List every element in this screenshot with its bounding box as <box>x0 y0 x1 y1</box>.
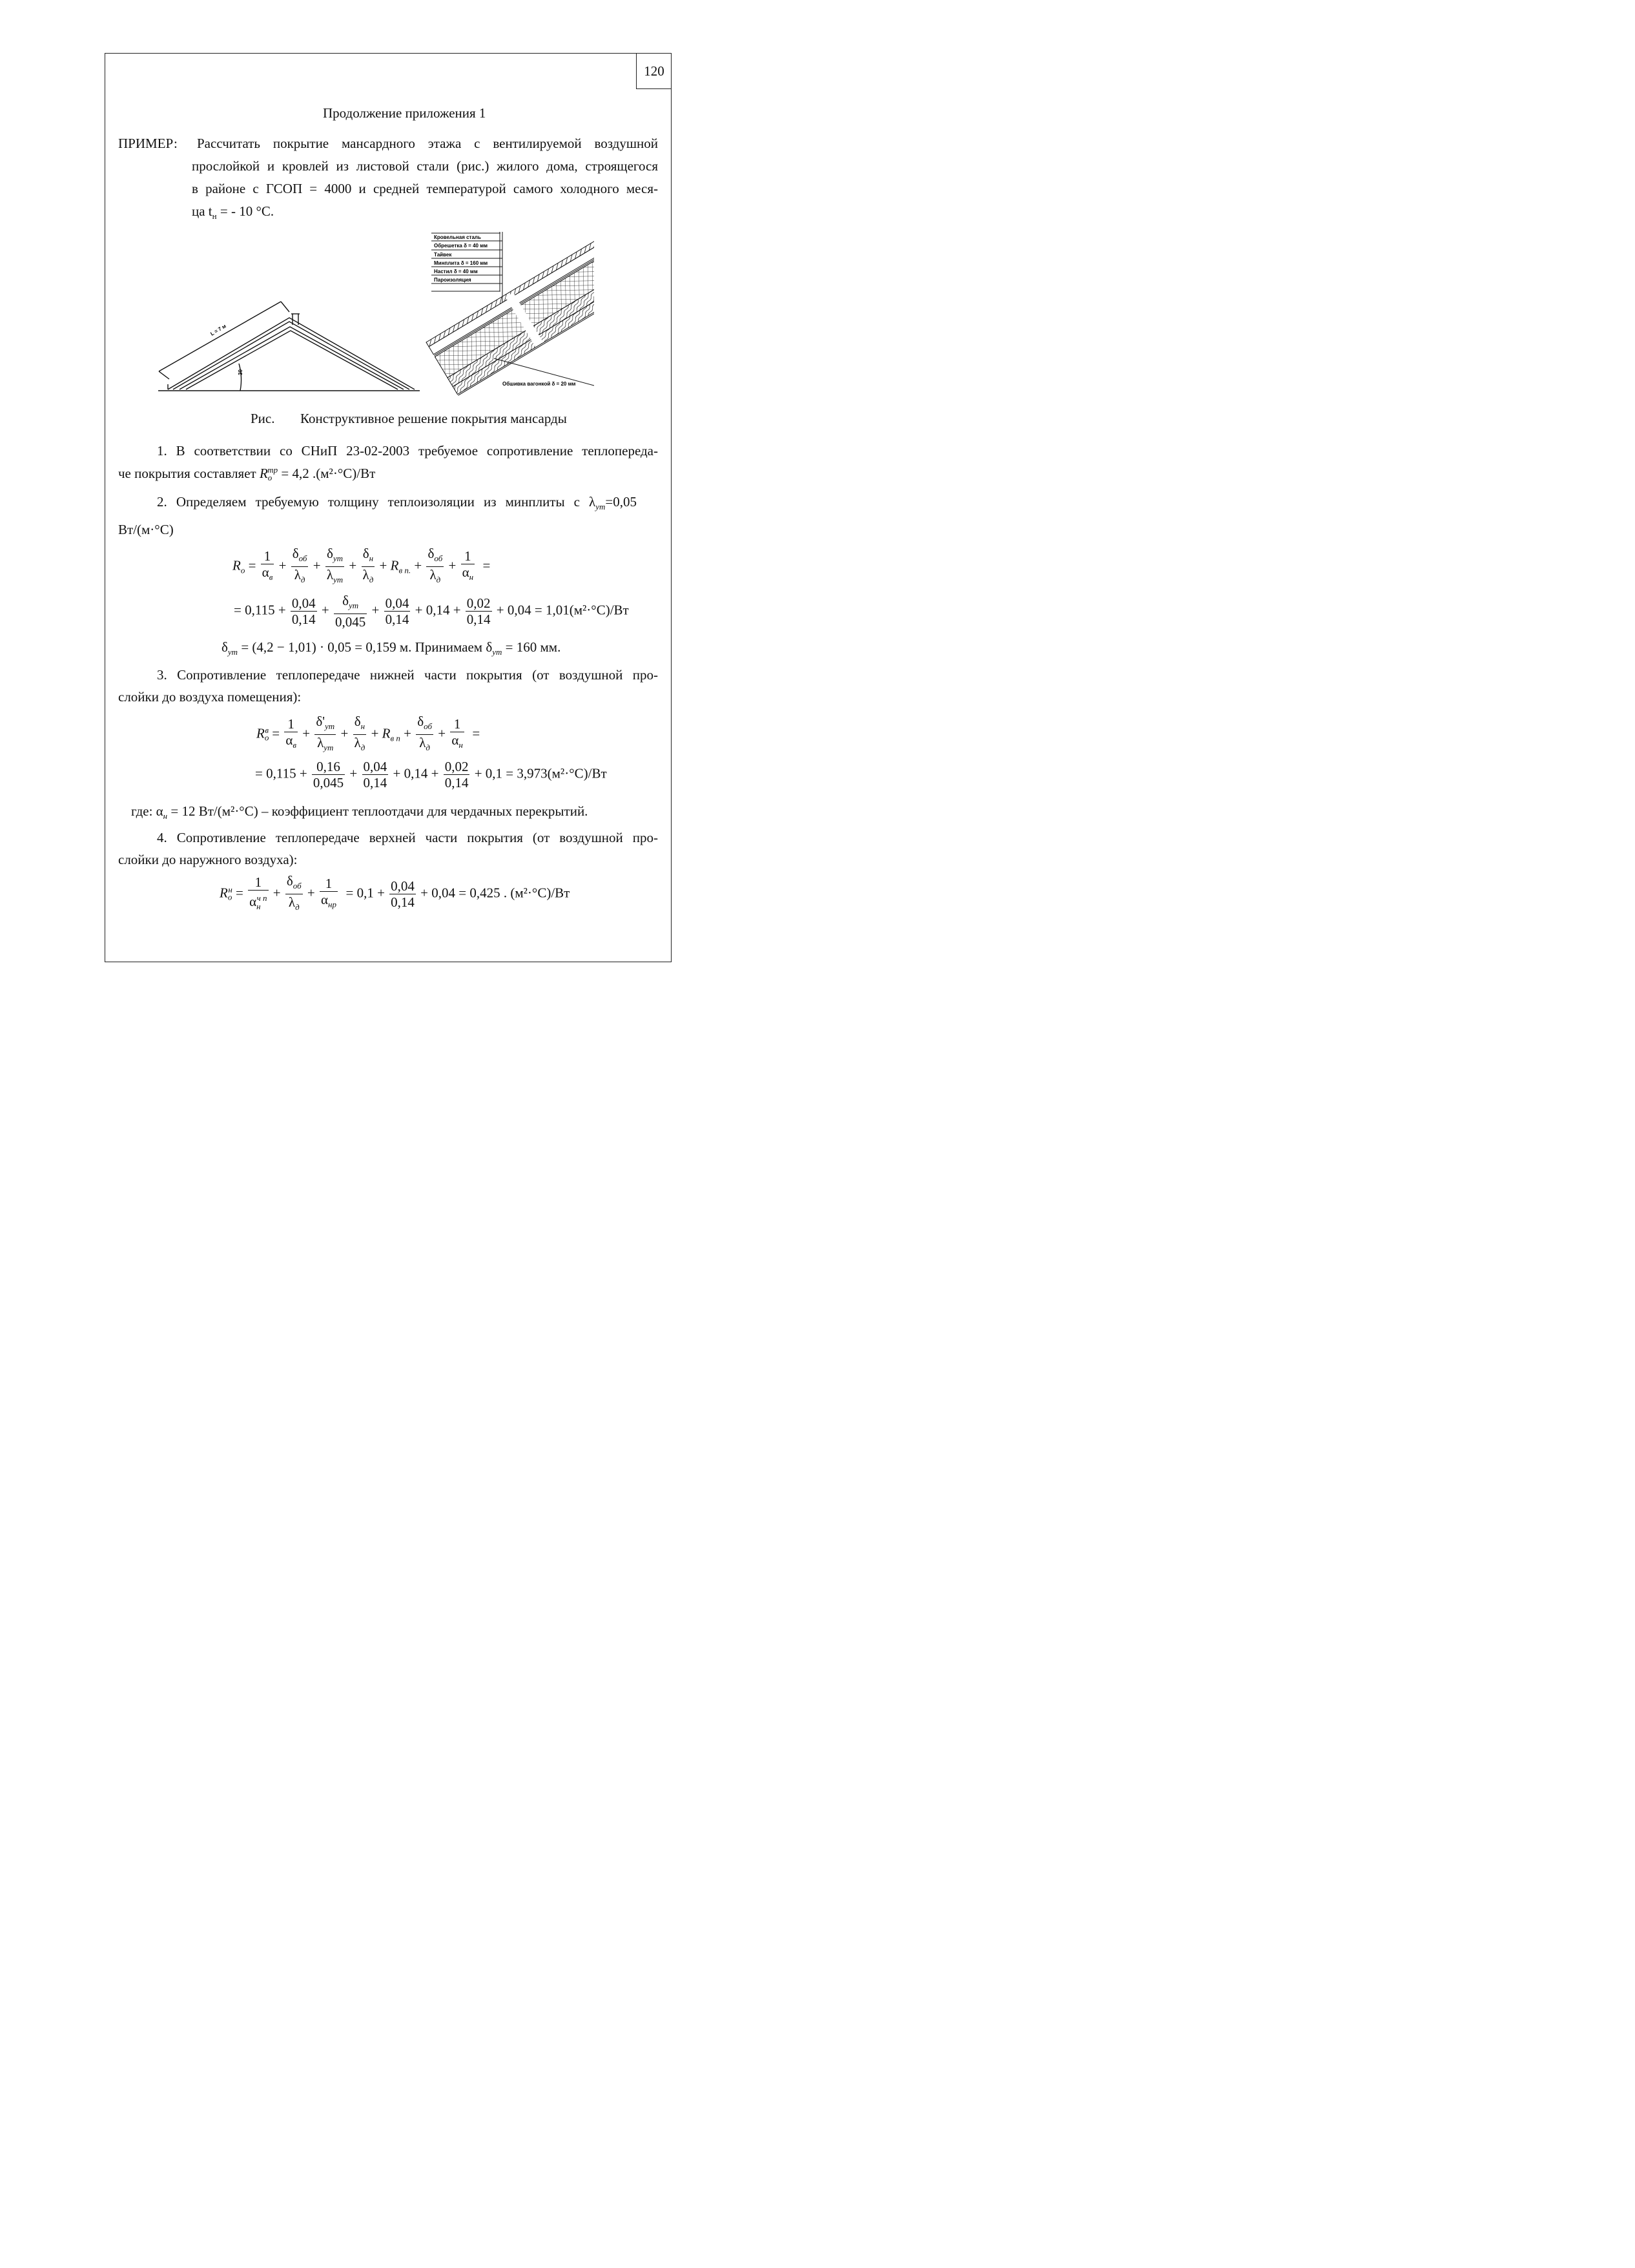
p1-line2: че покрытия составляет $R_o^{тр} = 4,2$ .(м²·°С)/Вт <box>118 465 376 482</box>
layer-label-2: Обрешетка δ = 40 мм <box>434 243 488 249</box>
example-line-1: Рассчитать покрытие мансардного этажа с вентилируемой воздушной <box>197 136 658 151</box>
example-line-2: прослойкой и кровлей из листовой стали (рис.) жилого дома, строящегося <box>192 158 658 174</box>
layer-label-6: Пароизоляция <box>434 277 471 283</box>
eq3-result: = 3,973(м²·°С)/Вт <box>506 765 607 781</box>
example-line-3: в районе с ГСОП = 4000 и средней температурой самого холодного меся- <box>192 181 658 196</box>
page-number: 120 <box>636 53 672 89</box>
equation-rob: $R_o^в$ = $\frac{1}{\alpha_в}$ + $\frac{\delta'_{ут}}{\lambda_{ут}}$ + $\frac{\delta_н}{\lambda_д}$ + $R_{в п}$ + $\frac{\delta_{об}}{\lambda_д}$ + $\frac{1}{\alpha_н}$ = <box>256 714 480 753</box>
header: Продолжение приложения 1 <box>323 105 486 121</box>
layer-label-4: Минплита δ = 160 мм <box>434 260 488 266</box>
roof-figure <box>155 229 594 397</box>
bottom-layer-label: Обшивка вагонкой δ = 20 мм <box>502 381 576 387</box>
p4-line2: слойки до наружного воздуха): <box>118 852 298 867</box>
equation-ron: $R_o^н$ = $\frac{1}{\alpha_н^{ч п}}$ + $\frac{\delta_{об}}{\lambda_д}$ + $\frac{1}{\alpha_{нр}}$ = 0,1 + $\frac{0,04}{0,14}$ + 0,04 = 0,425 . (м²·°С)/Вт <box>220 873 570 912</box>
layer-label-5: Настил δ = 40 мм <box>434 269 478 274</box>
eq1-result: = 1,01(м²·°С)/Вт <box>534 602 629 618</box>
equation-ro: $R_o$ = $\frac{1}{\alpha_в}$ + $\frac{\delta_{об}}{\lambda_д}$ + $\frac{\delta_{ут}}{\lambda_{ут}}$ + $\frac{\delta_н}{\lambda_д}$ + $R_{в п.}$ + $\frac{\delta_{об}}{\lambda_д}$ + $\frac{1}{\alpha_н}$ = <box>232 546 491 585</box>
angle-label: 30 <box>238 369 243 375</box>
example-label: ПРИМЕР: <box>118 136 178 151</box>
equation-thickness: $\delta_{ут} = (4,2 - 1,01) \cdot 0,05 = 0,159$ м. Принимаем $\delta_{ут} = 160$ мм. <box>221 639 561 657</box>
where-line: где: $\alpha_н = 12$ Вт/(м²·°С) – коэффициент теплоотдачи для чердачных перекрытий. <box>131 803 588 821</box>
layer-label-1: Кровельная сталь <box>434 234 481 240</box>
example-line-4: ца $t_н$ = - 10 °С. <box>192 203 274 222</box>
p1-line1: 1. В соответствии со СНиП 23-02-2003 требуемое сопротивление теплопереда- <box>157 443 658 459</box>
figure-caption: Конструктивное решение покрытия мансарды <box>300 411 567 426</box>
p2-lambda: $\lambda_{ут}=0,05$ <box>589 494 637 512</box>
length-label: L = 7 м <box>209 323 227 337</box>
equation-rob-values: = 0,115 + $\frac{0,16}{0,045}$ + $\frac{0,04}{0,14}$ + 0,14 + $\frac{0,02}{0,14}$ + 0,1 = 3,973(м²·°С)/Вт <box>255 759 607 790</box>
p2-line1: 2. Определяем требуемую толщину теплоизоляции из минплиты с <box>157 494 580 510</box>
layer-label-3: Тайвек <box>434 252 452 258</box>
eq4-result: = 0,425 . (м²·°С)/Вт <box>458 885 570 901</box>
p4-line1: 4. Сопротивление теплопередаче верхней части покрытия (от воздушной про- <box>157 830 658 845</box>
p3-line2: слойки до воздуха помещения): <box>118 689 302 705</box>
figure-caption-prefix: Рис. <box>251 411 275 426</box>
equation-ro-values: = 0,115 + $\frac{0,04}{0,14}$ + $\frac{\delta_{ут}}{0,045}$ + $\frac{0,04}{0,14}$ + 0,14 + $\frac{0,02}{0,14}$ + 0,04 = 1,01(м²·°С)/Вт <box>234 593 629 630</box>
roof-profile <box>158 302 420 391</box>
p3-line1: 3. Сопротивление теплопередаче нижней части покрытия (от воздушной про- <box>157 667 658 683</box>
p2-line2: Вт/(м·°С) <box>118 522 174 537</box>
